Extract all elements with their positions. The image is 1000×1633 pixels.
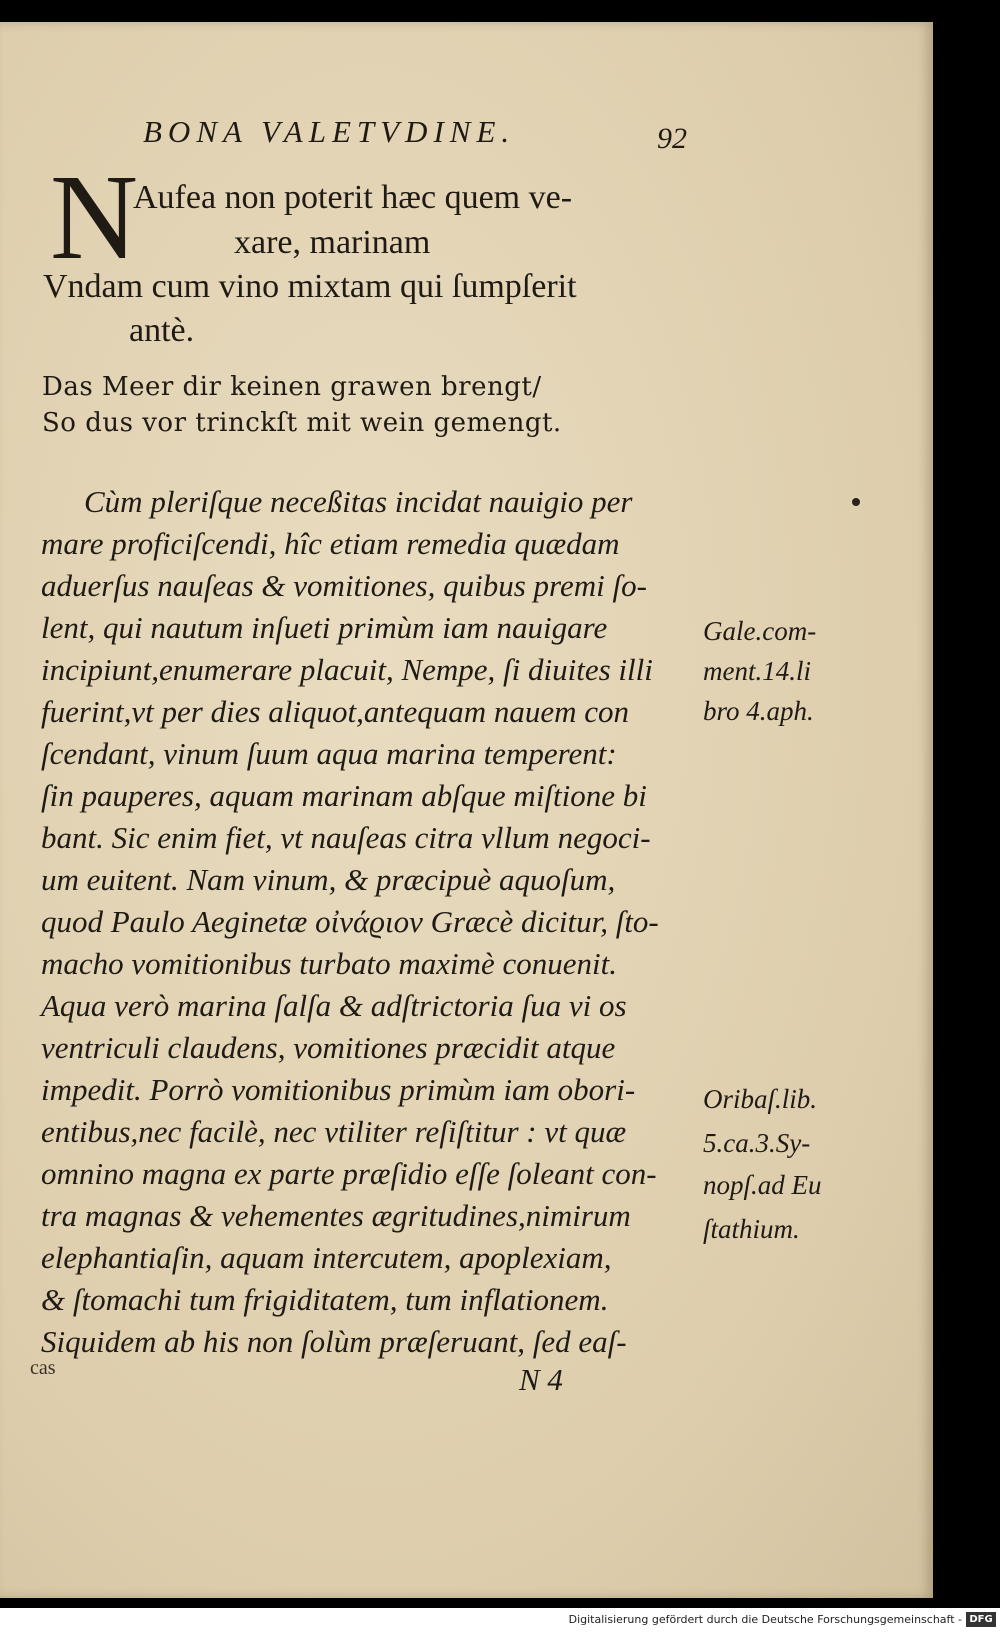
body-line: impedit. Porrò vomitionibus primùm iam obori- — [41, 1072, 636, 1107]
verse-line: Vndam cum vino mixtam qui ſumpſerit — [43, 268, 577, 305]
body-line: incipiunt,enumerare placuit, Nempe, ſi diuites illi — [41, 652, 653, 687]
german-verse-line: Das Meer dir keinen grawen brengt/ — [42, 372, 542, 402]
verse-line: xare, marinam — [234, 224, 431, 261]
digitization-footer — [0, 1608, 1000, 1633]
margin-note-oribasius: 5.ca.3.Sy- — [703, 1128, 811, 1158]
body-line: Siquidem ab his non ſolùm præſeruant, ſed eaſ- — [41, 1324, 627, 1359]
margin-note-oribasius: Oribaſ.lib. — [703, 1084, 818, 1114]
body-line: tra magnas & vehementes ægritudines,nimirum — [41, 1198, 631, 1233]
page-number: 92 — [657, 122, 687, 155]
body-line: elephantiaſin, aquam intercutem, apoplexiam, — [41, 1240, 612, 1275]
body-line: omnino magna ex parte præſidio eſſe ſoleant con- — [41, 1156, 657, 1191]
dfg-logo-icon: DFG — [966, 1612, 996, 1627]
drop-cap: N — [50, 150, 139, 285]
dfg-credit-text: Digitalisierung gefördert durch die Deutsche Forschungsgemeinschaft - — [568, 1613, 962, 1626]
body-line: aduerſus nauſeas & vomitiones, quibus premi ſo- — [41, 568, 647, 603]
body-line: ſcendant, vinum ſuum aqua marina temperent: — [41, 736, 617, 771]
body-line: lent, qui nautum inſueti primùm iam nauigare — [41, 610, 608, 645]
printer-dot — [852, 498, 860, 506]
body-line: ventriculi claudens, vomitiones præcidit atque — [41, 1030, 616, 1065]
body-line: bant. Sic enim fiet, vt nauſeas citra vllum negoci- — [41, 820, 651, 855]
margin-note-galen: Gale.com- — [703, 616, 817, 646]
margin-note-oribasius: nopſ.ad Eu — [703, 1170, 822, 1200]
verse-line: antè. — [129, 312, 195, 349]
signature-mark: N 4 — [519, 1362, 563, 1397]
body-line: Cùm pleriſque neceßitas incidat nauigio per — [84, 484, 633, 519]
body-line: um euitent. Nam vinum, & præcipuè aquoſum, — [41, 862, 616, 897]
body-line: macho vomitionibus turbato maximè conuenit. — [41, 946, 617, 981]
margin-note-oribasius: ſtathium. — [703, 1214, 800, 1244]
margin-note-galen: bro 4.aph. — [703, 696, 814, 726]
body-line: quod Paulo Aeginetæ οἰνάϱιον Græcè dicitur, ſto- — [41, 904, 659, 939]
body-line: fuerint,vt per dies aliquot,antequam nauem con — [41, 694, 630, 729]
margin-note-galen: ment.14.li — [703, 656, 811, 686]
body-line: Aqua verò marina ſalſa & adſtrictoria ſua vi os — [41, 988, 627, 1023]
body-line: mare proficiſcendi, hîc etiam remedia quædam — [41, 526, 620, 561]
book-page — [0, 22, 933, 1598]
smudged-catchword: cas — [30, 1357, 56, 1379]
verse-line: Aufea non poterit hæc quem ve- — [133, 179, 573, 216]
running-head: BONA VALETVDINE. — [143, 114, 516, 149]
body-line: ſin pauperes, aquam marinam abſque miſtione bi — [41, 778, 647, 813]
page-content — [0, 22, 933, 1598]
body-line: & ſtomachi tum frigiditatem, tum inflationem. — [41, 1282, 609, 1317]
german-verse-line: So dus vor trinckſt mit wein gemengt. — [42, 408, 562, 438]
body-line: entibus,nec facilè, nec vtiliter reſiſtitur : vt quæ — [41, 1114, 627, 1149]
